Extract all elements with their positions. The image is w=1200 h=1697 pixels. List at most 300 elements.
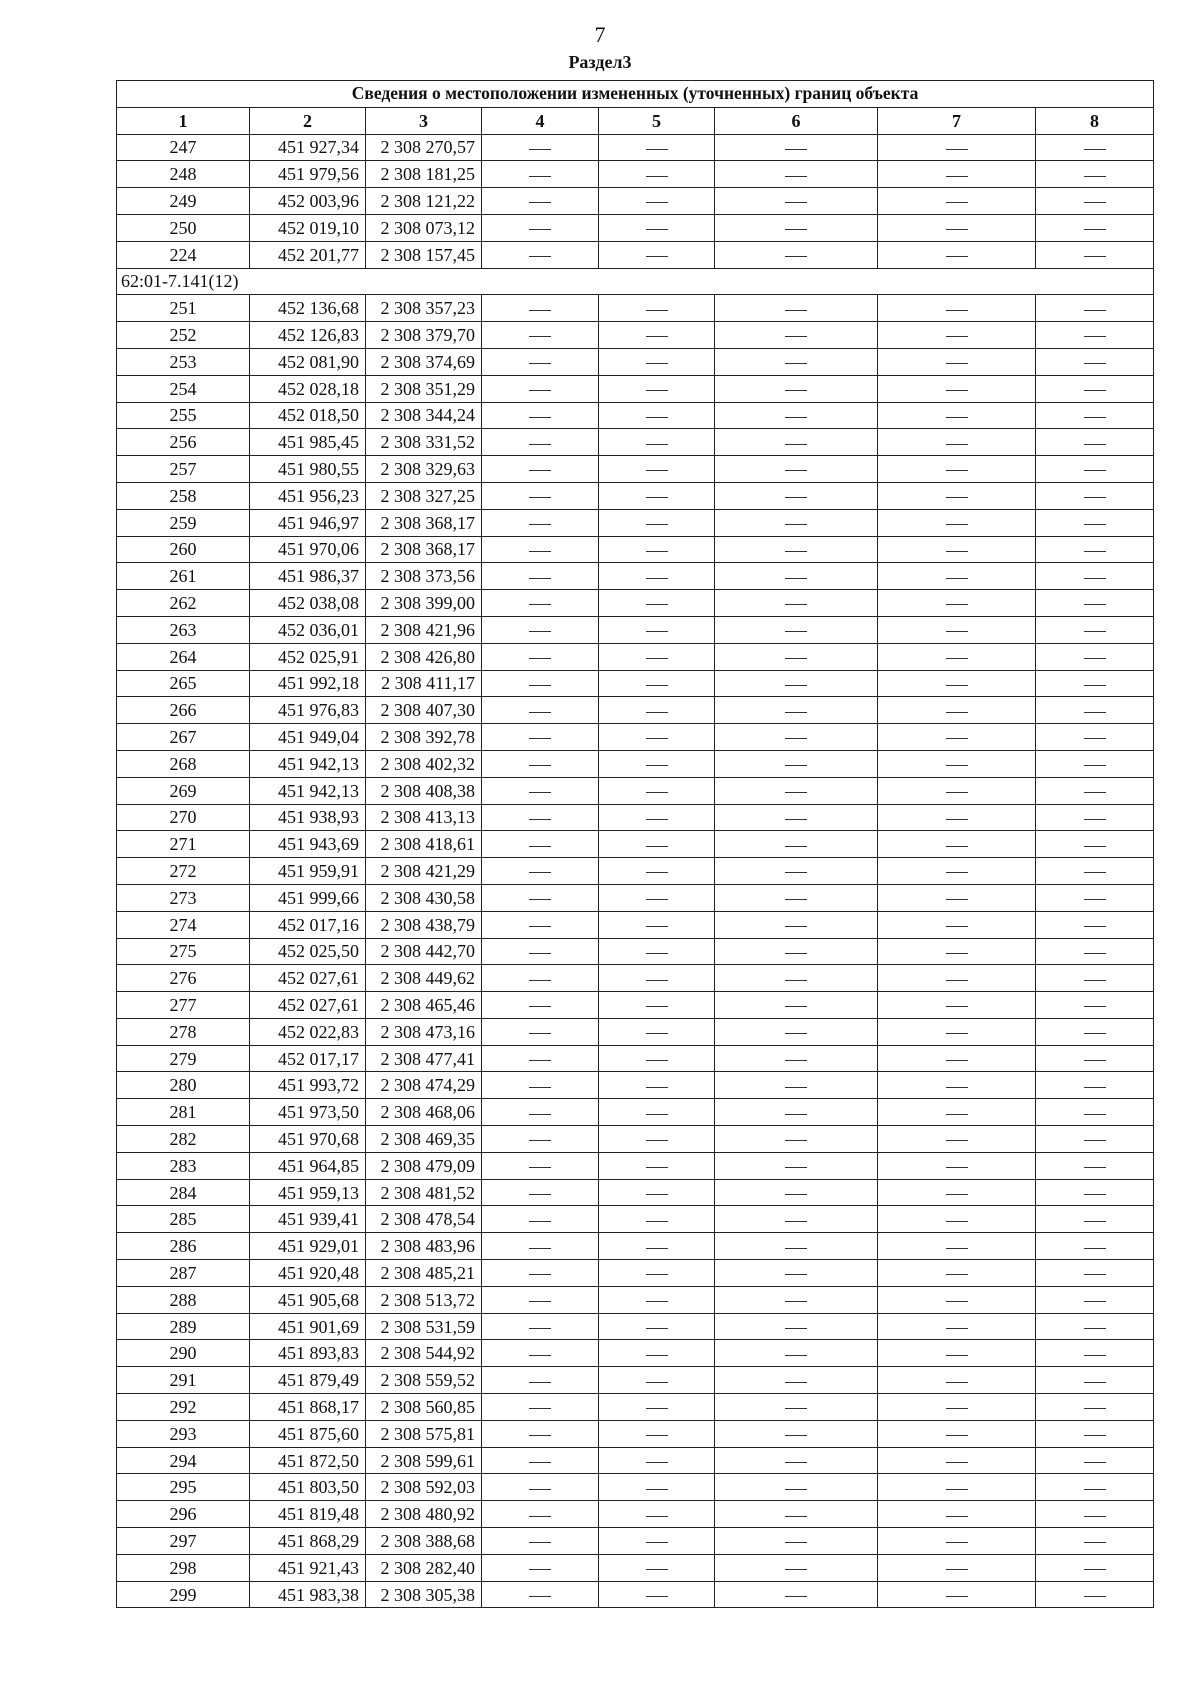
empty-cell xyxy=(715,295,878,322)
dash-mark xyxy=(946,336,968,337)
dash-mark xyxy=(646,524,668,525)
empty-cell xyxy=(482,1340,599,1367)
dash-mark xyxy=(946,899,968,900)
dash-mark xyxy=(946,980,968,981)
dash-mark xyxy=(785,1435,807,1436)
point-number-cell: 294 xyxy=(117,1447,250,1474)
dash-mark xyxy=(646,792,668,793)
point-number-cell: 287 xyxy=(117,1260,250,1287)
empty-cell xyxy=(1036,804,1154,831)
dash-mark xyxy=(529,336,551,337)
empty-cell xyxy=(878,1528,1036,1555)
empty-cell xyxy=(1036,643,1154,670)
dash-mark xyxy=(785,712,807,713)
dash-mark xyxy=(946,712,968,713)
dash-mark xyxy=(646,149,668,150)
column-header-7: 7 xyxy=(878,107,1036,134)
empty-cell xyxy=(482,590,599,617)
empty-cell xyxy=(715,992,878,1019)
table-row xyxy=(117,295,1154,322)
table-row xyxy=(117,1179,1154,1206)
group-title-row xyxy=(117,268,1154,295)
dash-mark xyxy=(946,1114,968,1115)
empty-cell xyxy=(878,804,1036,831)
dash-mark xyxy=(646,202,668,203)
empty-cell xyxy=(715,724,878,751)
empty-cell xyxy=(1036,750,1154,777)
dash-mark xyxy=(646,604,668,605)
dash-mark xyxy=(529,149,551,150)
table-row xyxy=(117,804,1154,831)
dash-mark xyxy=(646,256,668,257)
empty-cell xyxy=(878,1286,1036,1313)
dash-mark xyxy=(1084,202,1106,203)
dash-mark xyxy=(946,256,968,257)
dash-mark xyxy=(646,1114,668,1115)
y-coordinate-cell: 2 308 426,80 xyxy=(366,643,482,670)
dash-mark xyxy=(785,685,807,686)
table-row xyxy=(117,992,1154,1019)
y-coordinate-cell: 2 308 305,38 xyxy=(366,1581,482,1608)
dash-mark xyxy=(946,1301,968,1302)
table-row xyxy=(117,884,1154,911)
empty-cell xyxy=(878,938,1036,965)
y-coordinate-cell: 2 308 449,62 xyxy=(366,965,482,992)
dash-mark xyxy=(946,685,968,686)
empty-cell xyxy=(599,1072,715,1099)
empty-cell xyxy=(715,482,878,509)
empty-cell xyxy=(878,1179,1036,1206)
empty-cell xyxy=(878,965,1036,992)
empty-cell xyxy=(715,1018,878,1045)
dash-mark xyxy=(785,1087,807,1088)
dash-mark xyxy=(529,1301,551,1302)
table-row xyxy=(117,1286,1154,1313)
table-row xyxy=(117,965,1154,992)
point-number-cell: 252 xyxy=(117,322,250,349)
empty-cell xyxy=(878,375,1036,402)
dash-mark xyxy=(785,765,807,766)
point-number-cell: 274 xyxy=(117,911,250,938)
table-row xyxy=(117,563,1154,590)
x-coordinate-cell: 452 028,18 xyxy=(250,375,366,402)
empty-cell xyxy=(878,1126,1036,1153)
dash-mark xyxy=(646,1167,668,1168)
dash-mark xyxy=(646,1301,668,1302)
dash-mark xyxy=(646,953,668,954)
empty-cell xyxy=(1036,1447,1154,1474)
y-coordinate-cell: 2 308 474,29 xyxy=(366,1072,482,1099)
dash-mark xyxy=(946,1140,968,1141)
empty-cell xyxy=(482,1018,599,1045)
empty-cell xyxy=(482,1367,599,1394)
empty-cell xyxy=(482,295,599,322)
dash-mark xyxy=(946,417,968,418)
dash-mark xyxy=(785,1355,807,1356)
table-row xyxy=(117,1367,1154,1394)
dash-mark xyxy=(785,980,807,981)
point-number-cell: 299 xyxy=(117,1581,250,1608)
dash-mark xyxy=(785,578,807,579)
empty-cell xyxy=(482,1179,599,1206)
dash-mark xyxy=(1084,1355,1106,1356)
y-coordinate-cell: 2 308 073,12 xyxy=(366,214,482,241)
dash-mark xyxy=(946,765,968,766)
dash-mark xyxy=(946,149,968,150)
point-number-cell: 293 xyxy=(117,1420,250,1447)
empty-cell xyxy=(599,965,715,992)
empty-cell xyxy=(1036,1367,1154,1394)
dash-mark xyxy=(529,1140,551,1141)
empty-cell xyxy=(599,161,715,188)
empty-cell xyxy=(715,858,878,885)
dash-mark xyxy=(1084,738,1106,739)
dash-mark xyxy=(785,1382,807,1383)
dash-mark xyxy=(529,390,551,391)
dash-mark xyxy=(529,1355,551,1356)
dash-mark xyxy=(646,1248,668,1249)
y-coordinate-cell: 2 308 157,45 xyxy=(366,241,482,268)
empty-cell xyxy=(1036,724,1154,751)
dash-mark xyxy=(646,176,668,177)
y-coordinate-cell: 2 308 544,92 xyxy=(366,1340,482,1367)
point-number-cell: 282 xyxy=(117,1126,250,1153)
table-row xyxy=(117,1474,1154,1501)
empty-cell xyxy=(715,1045,878,1072)
dash-mark xyxy=(1084,1301,1106,1302)
dash-mark xyxy=(785,792,807,793)
empty-cell xyxy=(1036,322,1154,349)
x-coordinate-cell: 451 868,17 xyxy=(250,1394,366,1421)
dash-mark xyxy=(646,417,668,418)
y-coordinate-cell: 2 308 270,57 xyxy=(366,134,482,161)
empty-cell xyxy=(1036,1233,1154,1260)
dash-mark xyxy=(785,1301,807,1302)
empty-cell xyxy=(878,482,1036,509)
dash-mark xyxy=(946,1087,968,1088)
dash-mark xyxy=(1084,1114,1106,1115)
dash-mark xyxy=(1084,1516,1106,1517)
y-coordinate-cell: 2 308 468,06 xyxy=(366,1099,482,1126)
empty-cell xyxy=(482,1528,599,1555)
empty-cell xyxy=(482,214,599,241)
point-number-cell: 292 xyxy=(117,1394,250,1421)
dash-mark xyxy=(946,551,968,552)
x-coordinate-cell: 451 942,13 xyxy=(250,777,366,804)
table-row xyxy=(117,241,1154,268)
empty-cell xyxy=(878,831,1036,858)
empty-cell xyxy=(715,456,878,483)
empty-cell xyxy=(715,884,878,911)
empty-cell xyxy=(715,1367,878,1394)
point-number-cell: 259 xyxy=(117,509,250,536)
dash-mark xyxy=(785,551,807,552)
y-coordinate-cell: 2 308 357,23 xyxy=(366,295,482,322)
dash-mark xyxy=(946,1542,968,1543)
dash-mark xyxy=(785,1221,807,1222)
dash-mark xyxy=(529,1167,551,1168)
empty-cell xyxy=(482,911,599,938)
empty-cell xyxy=(878,295,1036,322)
dash-mark xyxy=(529,899,551,900)
x-coordinate-cell: 451 970,06 xyxy=(250,536,366,563)
x-coordinate-cell: 451 986,37 xyxy=(250,563,366,590)
table-row xyxy=(117,858,1154,885)
x-coordinate-cell: 451 920,48 xyxy=(250,1260,366,1287)
empty-cell xyxy=(1036,1340,1154,1367)
y-coordinate-cell: 2 308 592,03 xyxy=(366,1474,482,1501)
empty-cell xyxy=(715,911,878,938)
empty-cell xyxy=(482,1045,599,1072)
empty-cell xyxy=(878,509,1036,536)
empty-cell xyxy=(715,1206,878,1233)
empty-cell xyxy=(599,1420,715,1447)
dash-mark xyxy=(1084,980,1106,981)
empty-cell xyxy=(599,1206,715,1233)
empty-cell xyxy=(599,1152,715,1179)
empty-cell xyxy=(1036,1179,1154,1206)
dash-mark xyxy=(785,953,807,954)
empty-cell xyxy=(482,938,599,965)
empty-cell xyxy=(482,241,599,268)
dash-mark xyxy=(946,1221,968,1222)
x-coordinate-cell: 451 973,50 xyxy=(250,1099,366,1126)
dash-mark xyxy=(529,1328,551,1329)
empty-cell xyxy=(715,804,878,831)
y-coordinate-cell: 2 308 483,96 xyxy=(366,1233,482,1260)
dash-mark xyxy=(529,310,551,311)
dash-mark xyxy=(785,363,807,364)
table-row xyxy=(117,161,1154,188)
dash-mark xyxy=(646,846,668,847)
dash-mark xyxy=(646,390,668,391)
dash-mark xyxy=(946,1033,968,1034)
dash-mark xyxy=(1084,1221,1106,1222)
y-coordinate-cell: 2 308 344,24 xyxy=(366,402,482,429)
x-coordinate-cell: 451 803,50 xyxy=(250,1474,366,1501)
empty-cell xyxy=(1036,214,1154,241)
empty-cell xyxy=(482,724,599,751)
y-coordinate-cell: 2 308 531,59 xyxy=(366,1313,482,1340)
column-header-8: 8 xyxy=(1036,107,1154,134)
dash-mark xyxy=(946,1516,968,1517)
empty-cell xyxy=(1036,1099,1154,1126)
empty-cell xyxy=(599,1233,715,1260)
y-coordinate-cell: 2 308 392,78 xyxy=(366,724,482,751)
empty-cell xyxy=(1036,456,1154,483)
empty-cell xyxy=(482,1099,599,1126)
dash-mark xyxy=(529,1114,551,1115)
dash-mark xyxy=(646,899,668,900)
empty-cell xyxy=(599,590,715,617)
dash-mark xyxy=(1084,390,1106,391)
y-coordinate-cell: 2 308 469,35 xyxy=(366,1126,482,1153)
y-coordinate-cell: 2 308 327,25 xyxy=(366,482,482,509)
empty-cell xyxy=(878,1206,1036,1233)
point-number-cell: 284 xyxy=(117,1179,250,1206)
empty-cell xyxy=(482,402,599,429)
dash-mark xyxy=(646,1489,668,1490)
empty-cell xyxy=(1036,1474,1154,1501)
dash-mark xyxy=(946,1382,968,1383)
point-number-cell: 289 xyxy=(117,1313,250,1340)
table-row xyxy=(117,750,1154,777)
empty-cell xyxy=(1036,992,1154,1019)
dash-mark xyxy=(946,1194,968,1195)
empty-cell xyxy=(482,831,599,858)
table-row xyxy=(117,1045,1154,1072)
y-coordinate-cell: 2 308 329,63 xyxy=(366,456,482,483)
x-coordinate-cell: 451 959,91 xyxy=(250,858,366,885)
dash-mark xyxy=(946,738,968,739)
y-coordinate-cell: 2 308 368,17 xyxy=(366,536,482,563)
dash-mark xyxy=(1084,1542,1106,1543)
dash-mark xyxy=(1084,1248,1106,1249)
empty-cell xyxy=(878,670,1036,697)
dash-mark xyxy=(785,1033,807,1034)
table-row xyxy=(117,322,1154,349)
empty-cell xyxy=(878,1554,1036,1581)
empty-cell xyxy=(878,241,1036,268)
dash-mark xyxy=(785,738,807,739)
dash-mark xyxy=(529,363,551,364)
dash-mark xyxy=(529,1060,551,1061)
dash-mark xyxy=(785,1596,807,1597)
y-coordinate-cell: 2 308 485,21 xyxy=(366,1260,482,1287)
x-coordinate-cell: 451 983,38 xyxy=(250,1581,366,1608)
dash-mark xyxy=(1084,685,1106,686)
empty-cell xyxy=(599,1474,715,1501)
point-number-cell: 269 xyxy=(117,777,250,804)
x-coordinate-cell: 451 992,18 xyxy=(250,670,366,697)
dash-mark xyxy=(785,604,807,605)
empty-cell xyxy=(715,938,878,965)
empty-cell xyxy=(715,429,878,456)
point-number-cell: 248 xyxy=(117,161,250,188)
dash-mark xyxy=(946,631,968,632)
dash-mark xyxy=(646,444,668,445)
dash-mark xyxy=(1084,872,1106,873)
dash-mark xyxy=(529,685,551,686)
y-coordinate-cell: 2 308 465,46 xyxy=(366,992,482,1019)
table-row xyxy=(117,911,1154,938)
dash-mark xyxy=(646,1006,668,1007)
x-coordinate-cell: 452 017,17 xyxy=(250,1045,366,1072)
point-number-cell: 275 xyxy=(117,938,250,965)
empty-cell xyxy=(878,777,1036,804)
empty-cell xyxy=(715,1420,878,1447)
dash-mark xyxy=(1084,551,1106,552)
dash-mark xyxy=(946,1489,968,1490)
empty-cell xyxy=(599,938,715,965)
dash-mark xyxy=(646,712,668,713)
x-coordinate-cell: 451 943,69 xyxy=(250,831,366,858)
dash-mark xyxy=(529,524,551,525)
dash-mark xyxy=(529,738,551,739)
empty-cell xyxy=(1036,295,1154,322)
empty-cell xyxy=(1036,134,1154,161)
table-row xyxy=(117,1447,1154,1474)
dash-mark xyxy=(529,1542,551,1543)
empty-cell xyxy=(482,1072,599,1099)
table-caption-row xyxy=(117,81,1154,108)
empty-cell xyxy=(599,616,715,643)
x-coordinate-cell: 452 022,83 xyxy=(250,1018,366,1045)
y-coordinate-cell: 2 308 407,30 xyxy=(366,697,482,724)
empty-cell xyxy=(599,1528,715,1555)
table-row xyxy=(117,1528,1154,1555)
dash-mark xyxy=(646,872,668,873)
dash-mark xyxy=(785,1006,807,1007)
empty-cell xyxy=(715,134,878,161)
empty-cell xyxy=(878,992,1036,1019)
empty-cell xyxy=(482,509,599,536)
dash-mark xyxy=(1084,658,1106,659)
dash-mark xyxy=(1084,792,1106,793)
y-coordinate-cell: 2 308 480,92 xyxy=(366,1501,482,1528)
dash-mark xyxy=(646,229,668,230)
dash-mark xyxy=(785,846,807,847)
empty-cell xyxy=(878,563,1036,590)
dash-mark xyxy=(1084,310,1106,311)
empty-cell xyxy=(715,965,878,992)
dash-mark xyxy=(785,926,807,927)
dash-mark xyxy=(529,980,551,981)
empty-cell xyxy=(715,1286,878,1313)
point-number-cell: 283 xyxy=(117,1152,250,1179)
empty-cell xyxy=(1036,1045,1154,1072)
dash-mark xyxy=(529,1221,551,1222)
empty-cell xyxy=(715,1474,878,1501)
empty-cell xyxy=(878,1474,1036,1501)
empty-cell xyxy=(715,1581,878,1608)
dash-mark xyxy=(529,578,551,579)
dash-mark xyxy=(946,524,968,525)
dash-mark xyxy=(1084,1382,1106,1383)
empty-cell xyxy=(715,750,878,777)
empty-cell xyxy=(1036,1501,1154,1528)
x-coordinate-cell: 451 893,83 xyxy=(250,1340,366,1367)
dash-mark xyxy=(529,1006,551,1007)
dash-mark xyxy=(785,1274,807,1275)
point-number-cell: 288 xyxy=(117,1286,250,1313)
empty-cell xyxy=(715,1099,878,1126)
empty-cell xyxy=(1036,1394,1154,1421)
empty-cell xyxy=(482,777,599,804)
empty-cell xyxy=(482,1447,599,1474)
y-coordinate-cell: 2 308 513,72 xyxy=(366,1286,482,1313)
dash-mark xyxy=(946,846,968,847)
x-coordinate-cell: 452 003,96 xyxy=(250,188,366,215)
table-row xyxy=(117,1501,1154,1528)
dash-mark xyxy=(785,1489,807,1490)
point-number-cell: 281 xyxy=(117,1099,250,1126)
dash-mark xyxy=(785,336,807,337)
y-coordinate-cell: 2 308 421,29 xyxy=(366,858,482,885)
empty-cell xyxy=(878,1394,1036,1421)
empty-cell xyxy=(715,697,878,724)
empty-cell xyxy=(1036,429,1154,456)
empty-cell xyxy=(599,295,715,322)
dash-mark xyxy=(946,363,968,364)
empty-cell xyxy=(599,1286,715,1313)
table-row xyxy=(117,724,1154,751)
column-header-5: 5 xyxy=(599,107,715,134)
table-row xyxy=(117,616,1154,643)
empty-cell xyxy=(878,322,1036,349)
x-coordinate-cell: 451 946,97 xyxy=(250,509,366,536)
dash-mark xyxy=(646,1382,668,1383)
